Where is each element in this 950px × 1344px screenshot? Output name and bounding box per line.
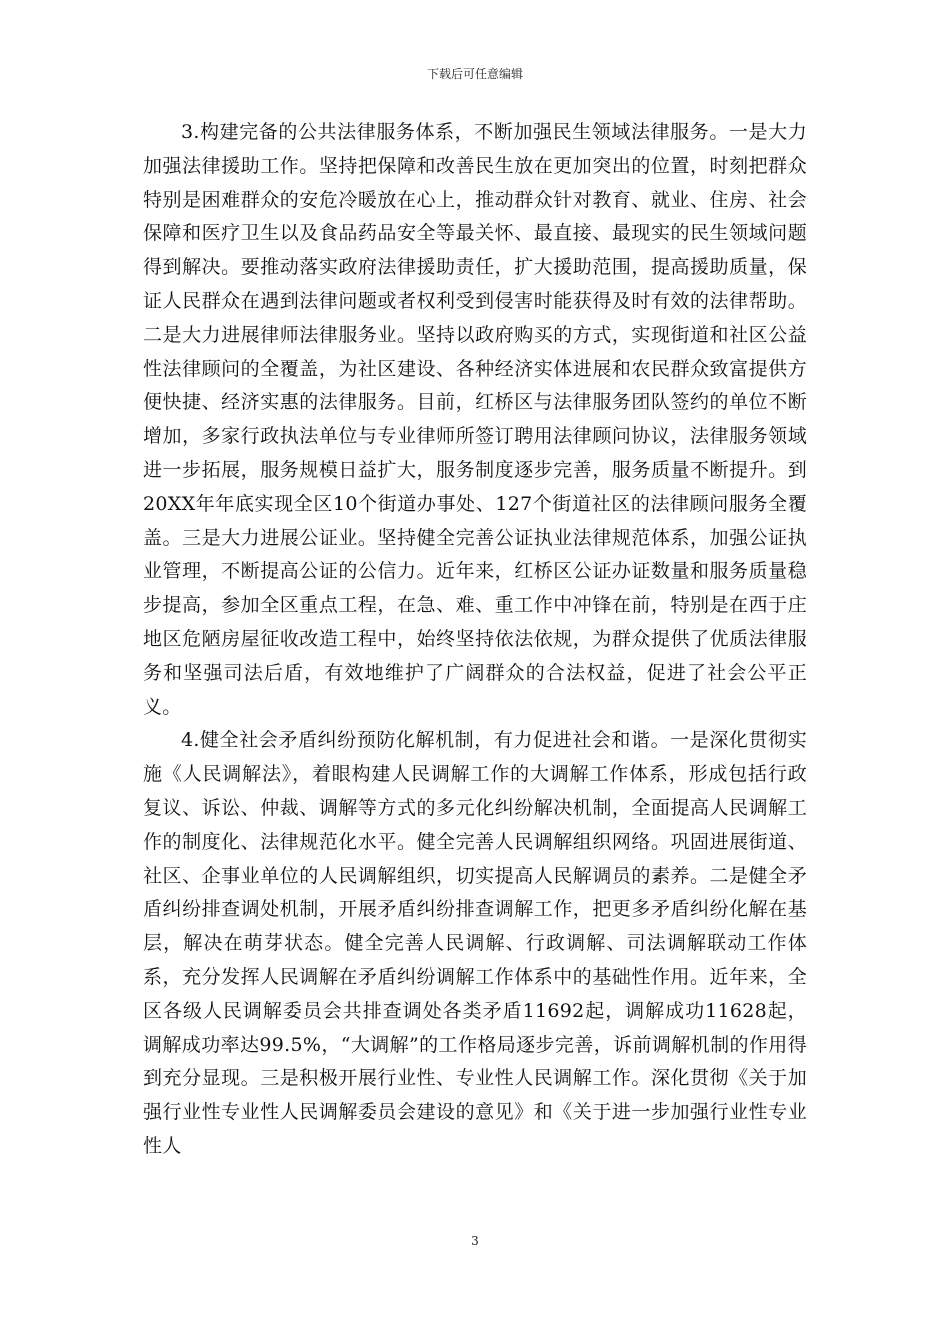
document-body (143, 116, 807, 1164)
paragraph-public-legal-services: 3.构建完备的公共法律服务体系，不断加强民生领域法律服务。一是大力加强法律援助工作。坚持把保障和改善民生放在更加突出的位置，时刻把群众特别是困难群众的安危冷暖放在心上，推动群众针对教育、就业、住房、社会保障和医疗卫生以及食品药品安全等最关怀、最直接、最现实的民生领域问题得到解决。要推动落实政府法律援助责任，扩大援助范围，提高援助质量，保证人民群众在遇到法律问题或者权利受到侵害时能获得及时有效的法律帮助。二是大力进展律师法律服务业。坚持以政府购买的方式，实现街道和社区公益性法律顾问的全覆盖，为社区建设、各种经济实体进展和农民群众致富提供方便快捷、经济实惠的法律服务。目前，红桥区与法律服务团队签约的单位不断增加，多家行政执法单位与专业律师所签订聘用法律顾问协议，法律服务领域进一步拓展，服务规模日益扩大，服务制度逐步完善，服务质量不断提升。到20XX年年底实现全区10个街道办事处、127个街道社区的法律顾问服务全覆盖。三是大力进展公证业。坚持健全完善公证执业法律规范体系，加强公证执业管理，不断提高公证的公信力。近年来，红桥区公证办证数量和服务质量稳步提高，参加全区重点工程，在急、难、重工作中冲锋在前，特别是在西于庄地区危陋房屋征收改造工程中，始终坚持依法依规，为群众提供了优质法律服务和坚强司法后盾，有效地维护了广阔群众的合法权益，促进了社会公平正义。 (143, 121, 807, 718)
page-number: 3 (471, 1234, 479, 1248)
paragraph-dispute-resolution: 4.健全社会矛盾纠纷预防化解机制，有力促进社会和谐。一是深化贯彻实施《人民调解法》，着眼构建人民调解工作的大调解工作体系，形成包括行政复议、诉讼、仲裁、调解等方式的多元化纠纷解决机制，全面提高人民调解工作的制度化、法律规范化水平。健全完善人民调解组织网络。巩固进展街道、社区、企事业单位的人民调解组织，切实提高人民解调员的素养。二是健全矛盾纠纷排查调处机制，开展矛盾纠纷排查调解工作，把更多矛盾纠纷化解在基层，解决在萌芽状态。健全完善人民调解、行政调解、司法调解联动工作体系，充分发挥人民调解在矛盾纠纷调解工作体系中的基础性作用。近年来，全区各级人民调解委员会共排查调处各类矛盾11692起，调解成功11628起，调解成功率达99.5%，“大调解”的工作格局逐步完善，诉前调解机制的作用得到充分显现。三是积极开展行业性、专业性人民调解工作。深化贯彻《关于加强行业性专业性人民调解委员会建设的意见》和《关于进一步加强行业性专业性人 (143, 729, 807, 1157)
page-header: 下载后可任意编辑 (426, 67, 523, 81)
